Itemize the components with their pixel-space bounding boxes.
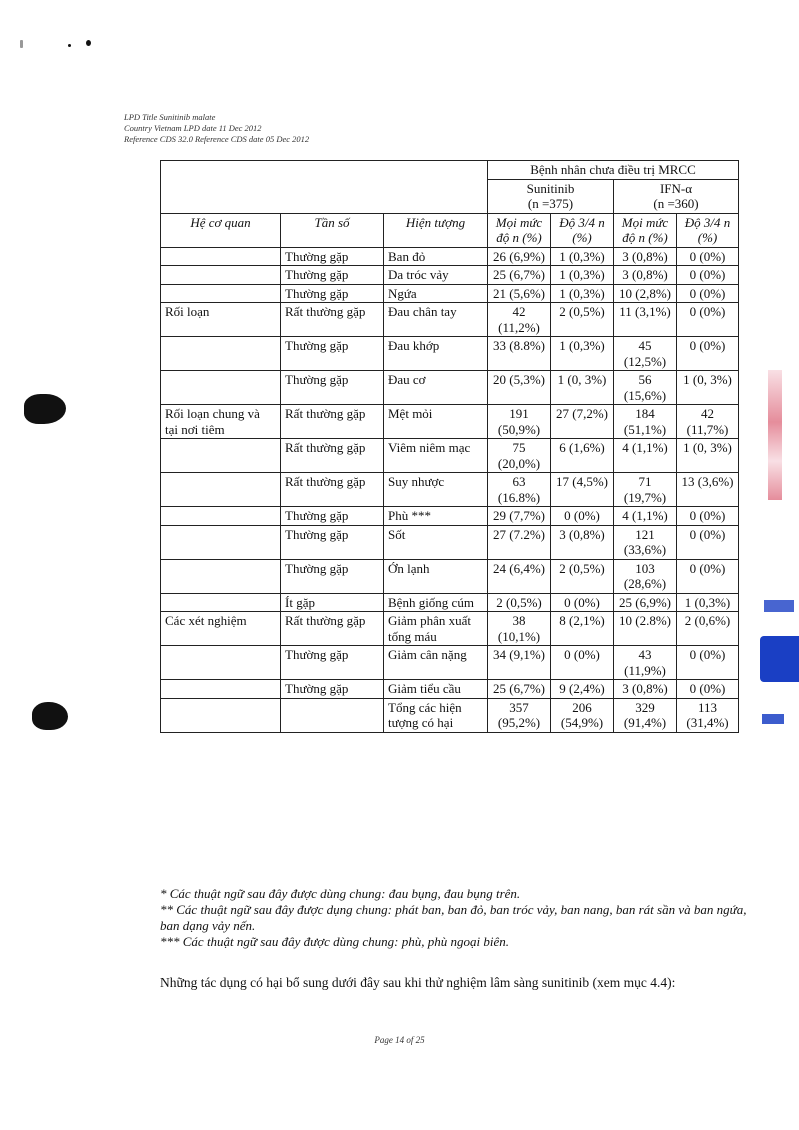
blank-header-cell <box>161 161 488 214</box>
table-row <box>161 525 739 559</box>
sunitinib-g34-cell: 1 (0, 3%) <box>551 371 614 405</box>
header-line-title: LPD Title Sunitinib malate <box>124 112 216 122</box>
ifn-g34-cell: 0 (0%) <box>677 337 739 371</box>
event-cell: Đau khớp <box>384 337 488 371</box>
table-row <box>161 646 739 680</box>
sunitinib-g34-cell: 0 (0%) <box>551 593 614 612</box>
system-cell: Các xét nghiệm <box>161 612 281 646</box>
system-cell <box>161 525 281 559</box>
ifn-all-cell: 56 (15,6%) <box>614 371 677 405</box>
sunitinib-g34-cell: 2 (0,5%) <box>551 559 614 593</box>
ifn-g34-cell: 1 (0, 3%) <box>677 371 739 405</box>
table-row <box>161 593 739 612</box>
punch-hole-mark <box>32 702 68 730</box>
ifn-all-cell: 11 (3,1%) <box>614 303 677 337</box>
frequency-cell: Thường gặp <box>281 266 384 285</box>
sunitinib-g34-cell: 9 (2,4%) <box>551 680 614 699</box>
system-cell <box>161 507 281 526</box>
table-row <box>161 698 739 732</box>
stamp-fragment <box>762 714 784 724</box>
sunitinib-all-cell: 29 (7,7%) <box>488 507 551 526</box>
punch-hole-mark <box>24 394 66 424</box>
ifn-all-cell: 4 (1,1%) <box>614 439 677 473</box>
sunitinib-all-cell: 63 (16.8%) <box>488 473 551 507</box>
ifn-all-cell: 103 (28,6%) <box>614 559 677 593</box>
arm-sunitinib-n: (n =375) <box>527 196 574 211</box>
sunitinib-all-cell: 25 (6,7%) <box>488 680 551 699</box>
system-cell <box>161 266 281 285</box>
sunitinib-g34-cell: 2 (0,5%) <box>551 303 614 337</box>
sunitinib-all-cell: 2 (0,5%) <box>488 593 551 612</box>
ifn-g34-cell: 13 (3,6%) <box>677 473 739 507</box>
frequency-cell: Thường gặp <box>281 646 384 680</box>
ifn-all-cell: 4 (1,1%) <box>614 507 677 526</box>
frequency-cell: Ít gặp <box>281 593 384 612</box>
ifn-all-cell: 329 (91,4%) <box>614 698 677 732</box>
system-cell: Rối loạn chung và tại nơi tiêm <box>161 405 281 439</box>
table-row <box>161 559 739 593</box>
arm-ifn-header <box>614 179 739 213</box>
scan-speck <box>86 40 91 46</box>
table-row <box>161 247 739 266</box>
col-system: Hệ cơ quan <box>161 213 281 247</box>
stamp-fragment <box>768 370 782 500</box>
scan-speck <box>20 40 23 48</box>
table-row <box>161 507 739 526</box>
event-cell: Ớn lạnh <box>384 559 488 593</box>
sunitinib-g34-cell: 1 (0,3%) <box>551 247 614 266</box>
event-cell: Giảm phân xuất tống máu <box>384 612 488 646</box>
sunitinib-g34-cell: 17 (4,5%) <box>551 473 614 507</box>
frequency-cell: Thường gặp <box>281 525 384 559</box>
footnote-1: * Các thuật ngữ sau đây được dùng chung: đau bụng, đau bụng trên. <box>160 886 521 901</box>
system-cell <box>161 559 281 593</box>
table-row <box>161 284 739 303</box>
event-cell: Đau chân tay <box>384 303 488 337</box>
intro-paragraph: Những tác dụng có hại bổ sung dưới đây sau khi thử nghiệm lâm sàng sunitinib (xem mục 4.4): <box>160 975 676 990</box>
sunitinib-all-cell: 33 (8.8%) <box>488 337 551 371</box>
event-cell: Đau cơ <box>384 371 488 405</box>
ifn-g34-cell: 0 (0%) <box>677 559 739 593</box>
table-row <box>161 405 739 439</box>
event-cell: Ban đỏ <box>384 247 488 266</box>
ifn-all-cell: 25 (6,9%) <box>614 593 677 612</box>
table-row <box>161 680 739 699</box>
frequency-cell: Rất thường gặp <box>281 473 384 507</box>
system-cell <box>161 247 281 266</box>
frequency-cell: Thường gặp <box>281 371 384 405</box>
ifn-all-cell: 43 (11,9%) <box>614 646 677 680</box>
ifn-g34-cell: 0 (0%) <box>677 266 739 285</box>
ifn-all-cell: 3 (0,8%) <box>614 247 677 266</box>
table-header-row-3 <box>161 213 739 247</box>
sunitinib-all-cell: 191 (50,9%) <box>488 405 551 439</box>
sunitinib-all-cell: 42 (11,2%) <box>488 303 551 337</box>
event-cell: Mệt mỏi <box>384 405 488 439</box>
frequency-cell: Thường gặp <box>281 337 384 371</box>
ifn-g34-cell: 0 (0%) <box>677 303 739 337</box>
table-row <box>161 473 739 507</box>
sunitinib-g34-cell: 0 (0%) <box>551 646 614 680</box>
ifn-all-cell: 10 (2.8%) <box>614 612 677 646</box>
system-cell <box>161 473 281 507</box>
event-cell: Tổng các hiện tượng có hại <box>384 698 488 732</box>
header-line-reference: Reference CDS 32.0 Reference CDS date 05 Dec 2012 <box>124 134 310 144</box>
event-cell: Giảm tiểu cầu <box>384 680 488 699</box>
event-cell: Sốt <box>384 525 488 559</box>
frequency-cell: Thường gặp <box>281 507 384 526</box>
frequency-cell: Thường gặp <box>281 680 384 699</box>
sunitinib-g34-cell: 206 (54,9%) <box>551 698 614 732</box>
event-cell: Phù *** <box>384 507 488 526</box>
ifn-g34-cell: 0 (0%) <box>677 247 739 266</box>
ifn-g34-cell: 0 (0%) <box>677 284 739 303</box>
frequency-cell: Rất thường gặp <box>281 303 384 337</box>
frequency-cell: Rất thường gặp <box>281 612 384 646</box>
event-cell: Da tróc vảy <box>384 266 488 285</box>
frequency-cell: Thường gặp <box>281 559 384 593</box>
ifn-all-cell: 10 (2,8%) <box>614 284 677 303</box>
frequency-cell: Thường gặp <box>281 247 384 266</box>
table-row <box>161 337 739 371</box>
event-cell: Ngứa <box>384 284 488 303</box>
adverse-events-table <box>160 160 739 733</box>
sunitinib-all-cell: 38 (10,1%) <box>488 612 551 646</box>
sunitinib-all-cell: 75 (20,0%) <box>488 439 551 473</box>
ifn-all-cell: 3 (0,8%) <box>614 266 677 285</box>
table-header-row-1 <box>161 161 739 180</box>
table-row <box>161 439 739 473</box>
sunitinib-g34-cell: 0 (0%) <box>551 507 614 526</box>
table-row <box>161 303 739 337</box>
ifn-g34-cell: 2 (0,6%) <box>677 612 739 646</box>
ifn-all-cell: 3 (0,8%) <box>614 680 677 699</box>
arm-sunitinib-header <box>488 179 614 213</box>
system-cell <box>161 593 281 612</box>
ifn-g34-cell: 1 (0,3%) <box>677 593 739 612</box>
sunitinib-g34-cell: 1 (0,3%) <box>551 337 614 371</box>
sunitinib-g34-cell: 1 (0,3%) <box>551 284 614 303</box>
sunitinib-all-cell: 27 (7.2%) <box>488 525 551 559</box>
frequency-cell: Rất thường gặp <box>281 439 384 473</box>
system-cell <box>161 646 281 680</box>
ifn-all-cell: 184 (51,1%) <box>614 405 677 439</box>
scan-speck <box>68 44 71 47</box>
sunitinib-all-cell: 20 (5,3%) <box>488 371 551 405</box>
arm-ifn-name: IFN-α <box>659 180 693 196</box>
col-frequency: Tần số <box>281 213 384 247</box>
ifn-g34-cell: 0 (0%) <box>677 525 739 559</box>
event-cell: Giảm cân nặng <box>384 646 488 680</box>
sunitinib-all-cell: 26 (6,9%) <box>488 247 551 266</box>
frequency-cell: Rất thường gặp <box>281 405 384 439</box>
col-sunitinib-g34: Độ 3/4 n (%) <box>551 213 614 247</box>
system-cell: Rối loạn <box>161 303 281 337</box>
ifn-g34-cell: 113 (31,4%) <box>677 698 739 732</box>
col-event: Hiện tượng <box>384 213 488 247</box>
ifn-g34-cell: 0 (0%) <box>677 680 739 699</box>
event-cell: Bệnh giống cúm <box>384 593 488 612</box>
sunitinib-g34-cell: 1 (0,3%) <box>551 266 614 285</box>
sunitinib-g34-cell: 3 (0,8%) <box>551 525 614 559</box>
sunitinib-all-cell: 25 (6,7%) <box>488 266 551 285</box>
sunitinib-g34-cell: 8 (2,1%) <box>551 612 614 646</box>
ifn-g34-cell: 42 (11,7%) <box>677 405 739 439</box>
col-ifn-all: Mọi mức độ n (%) <box>614 213 677 247</box>
sunitinib-all-cell: 21 (5,6%) <box>488 284 551 303</box>
event-cell: Suy nhược <box>384 473 488 507</box>
ifn-all-cell: 45 (12,5%) <box>614 337 677 371</box>
system-cell <box>161 371 281 405</box>
col-sunitinib-all: Mọi mức độ n (%) <box>488 213 551 247</box>
sunitinib-all-cell: 24 (6,4%) <box>488 559 551 593</box>
document-header <box>124 112 309 145</box>
ifn-g34-cell: 0 (0%) <box>677 646 739 680</box>
frequency-cell <box>281 698 384 732</box>
stamp-fragment <box>764 600 794 612</box>
event-cell: Viêm niêm mạc <box>384 439 488 473</box>
col-ifn-g34: Độ 3/4 n (%) <box>677 213 739 247</box>
frequency-cell: Thường gặp <box>281 284 384 303</box>
system-cell <box>161 439 281 473</box>
sunitinib-g34-cell: 6 (1,6%) <box>551 439 614 473</box>
ifn-all-cell: 71 (19,7%) <box>614 473 677 507</box>
system-cell <box>161 337 281 371</box>
system-cell <box>161 284 281 303</box>
sunitinib-all-cell: 34 (9,1%) <box>488 646 551 680</box>
ifn-g34-cell: 1 (0, 3%) <box>677 439 739 473</box>
header-line-country: Country Vietnam LPD date 11 Dec 2012 <box>124 123 262 133</box>
sunitinib-all-cell: 357 (95,2%) <box>488 698 551 732</box>
arm-ifn-n: (n =360) <box>653 196 699 211</box>
footnote-3: *** Các thuật ngữ sau đây được dùng chung: phù, phù ngoại biên. <box>160 934 509 949</box>
footnote-2: ** Các thuật ngữ sau đây được dụng chung: phát ban, ban đỏ, ban tróc vảy, ban nang, ban rát sần và ban ngứa, ban dạng vảy nến. <box>160 902 747 933</box>
table-row <box>161 266 739 285</box>
page-number: Page 14 of 25 <box>374 1035 425 1045</box>
sunitinib-g34-cell: 27 (7,2%) <box>551 405 614 439</box>
stamp-fragment <box>760 636 799 682</box>
arm-sunitinib-name: Sunitinib <box>526 180 575 196</box>
footnotes <box>160 886 750 950</box>
system-cell <box>161 698 281 732</box>
ifn-all-cell: 121 (33,6%) <box>614 525 677 559</box>
table-row <box>161 371 739 405</box>
table-row <box>161 612 739 646</box>
ifn-g34-cell: 0 (0%) <box>677 507 739 526</box>
group-title: Bệnh nhân chưa điều trị MRCC <box>488 161 739 180</box>
system-cell <box>161 680 281 699</box>
